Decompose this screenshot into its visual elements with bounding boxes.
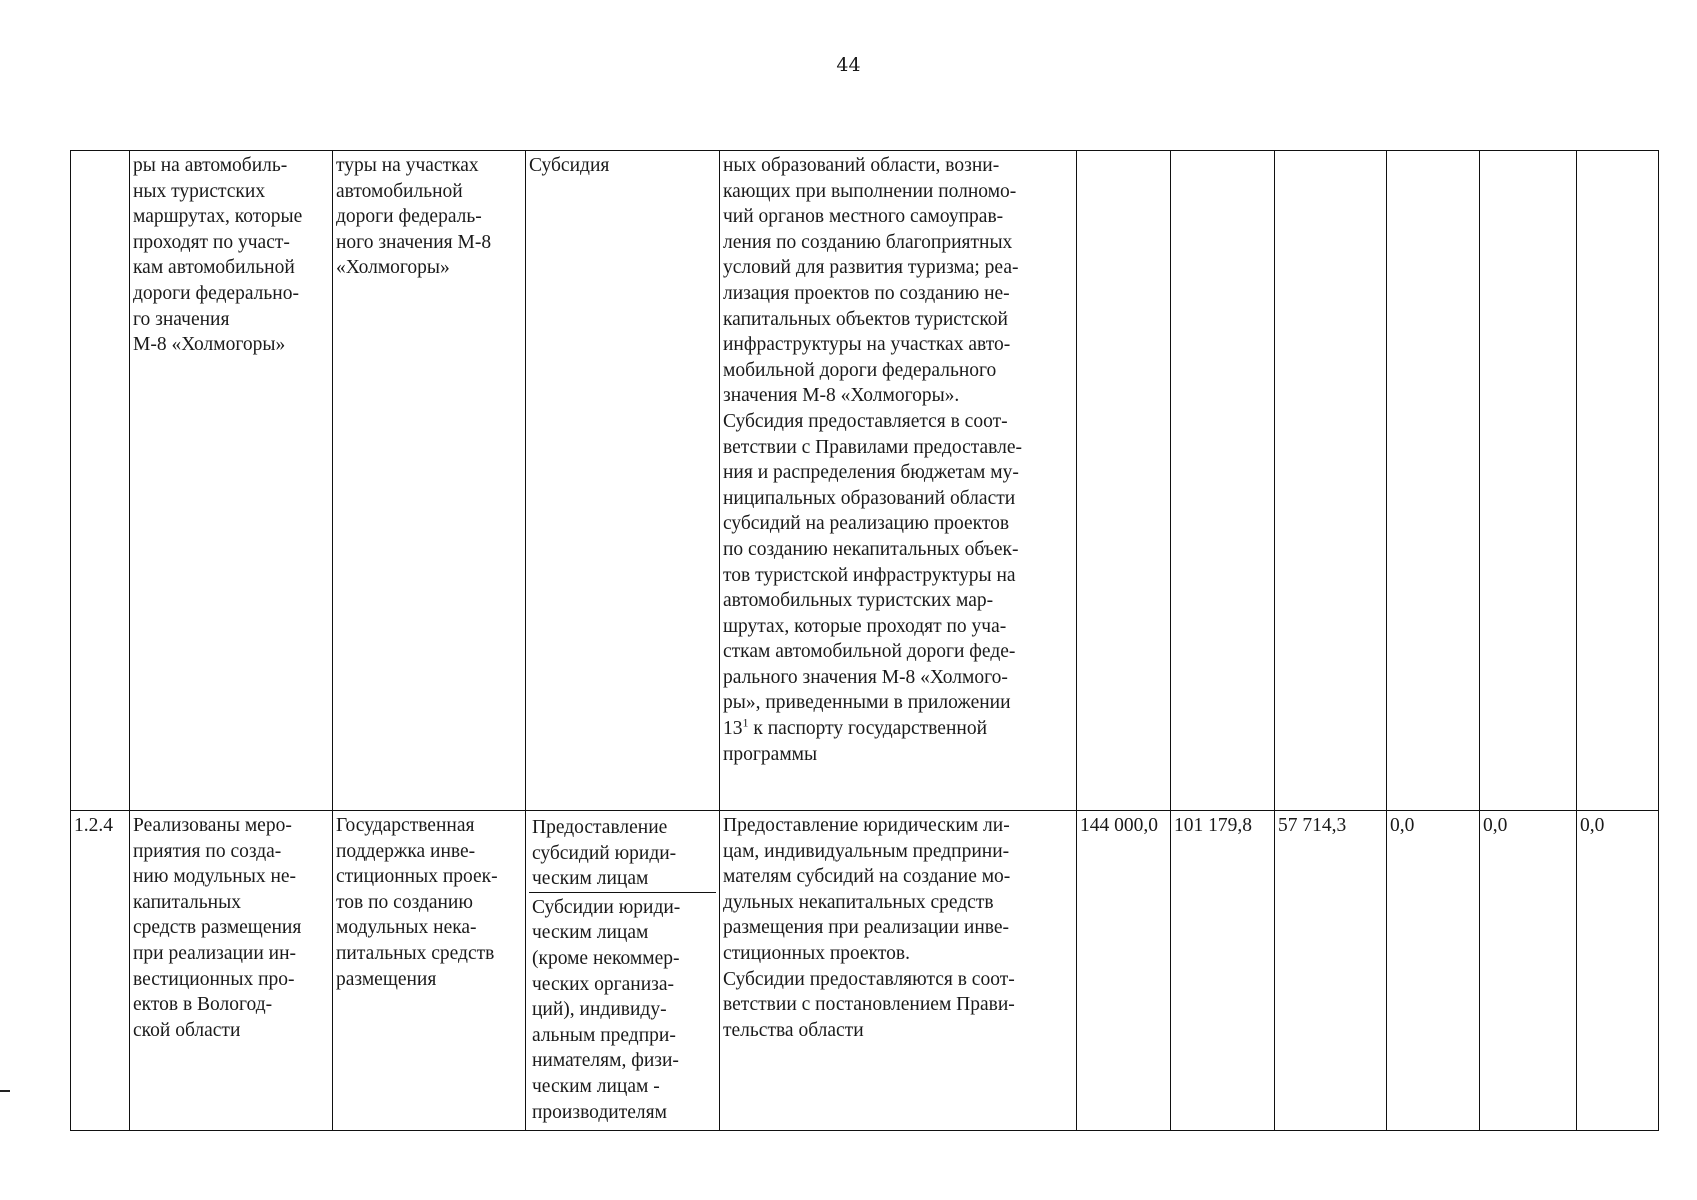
value-cell [1171, 151, 1275, 811]
table-row-continued [71, 151, 1659, 811]
value-cell: 101 179,8 [1171, 811, 1275, 1131]
description-cell: Предоставление юридическим ли- цам, индивидуальным предприни- мателям субсидий на создание мо- дульных некапитальных средств размещения при реализации инве- стиционных проектов. Субсидии предоставляются в соот- ветствии с постановлением Прави- тельства области [720, 811, 1077, 1131]
value-cell: 57 714,3 [1275, 811, 1387, 1131]
row-code-cell [71, 151, 130, 811]
type-cell: Субсидия [526, 151, 720, 811]
value-cell: 0,0 [1480, 811, 1577, 1131]
description-text: ных образований области, возни- кающих при выполнении полномо- чий органов местного самоуправ- ления по созданию благоприятных условий для развития туризма; реа- лизация проектов по созданию не- капитальных объектов туристской инфраструктуры на участках авто- мобильной дороги федерального значения М-8 «Холмогоры». Субсидия предоставляется в соот- ветствии с Правилами предоставле- ния и распределения бюджетам му- ниципальных образований области субсидий на реализацию проектов по созданию некапитальных объек- тов туристской инфраструктуры на автомобильных туристских мар- шрутах, которые проходят по уча- сткам автомобильной дороги феде- рального значения М-8 «Холмого- ры», приведенными в приложении 13 [723, 155, 1022, 740]
value-cell: 0,0 [1577, 811, 1659, 1131]
value-cell: 144 000,0 [1077, 811, 1171, 1131]
scan-margin-mark [0, 1090, 10, 1092]
value-cell [1387, 151, 1480, 811]
activity-cell: Государственная поддержка инве- стиционных проек- тов по созданию модульных нека- питальных средств размещения [333, 811, 526, 1131]
footnote-superscript: 1 [742, 715, 749, 730]
description-tail-text: к паспорту государственной программы [723, 718, 988, 765]
program-table [70, 150, 1659, 1131]
value-cell: 0,0 [1387, 811, 1480, 1131]
result-cell: Реализованы меро- приятия по созда- нию модульных не- капитальных средств размещения при реализации ин- вестиционных про- ектов в Вологод- ской области [130, 811, 333, 1131]
result-cell: ры на автомобиль- ных туристских маршрутах, которые проходят по участ- кам автомобильной дороги федерально- го значения М-8 «Холмогоры» [130, 151, 333, 811]
activity-cell: туры на участках автомобильной дороги федераль- ного значения М-8 «Холмогоры» [333, 151, 526, 811]
value-cell [1275, 151, 1387, 811]
type-category-top: Предоставление субсидий юриди- ческим лицам [529, 813, 716, 893]
page-number: 44 [836, 54, 861, 76]
table-row-1-2-4 [71, 811, 1659, 1131]
row-code-cell: 1.2.4 [71, 811, 130, 1131]
value-cell [1577, 151, 1659, 811]
value-cell [1077, 151, 1171, 811]
description-cell [720, 151, 1077, 811]
type-category-bottom: Субсидии юриди- ческим лицам (кроме некоммер- ческих организа- ций), индивиду- альным предпри- нимателям, физи- ческим лицам - производителям [532, 896, 681, 1123]
type-cell [526, 811, 720, 1131]
value-cell [1480, 151, 1577, 811]
